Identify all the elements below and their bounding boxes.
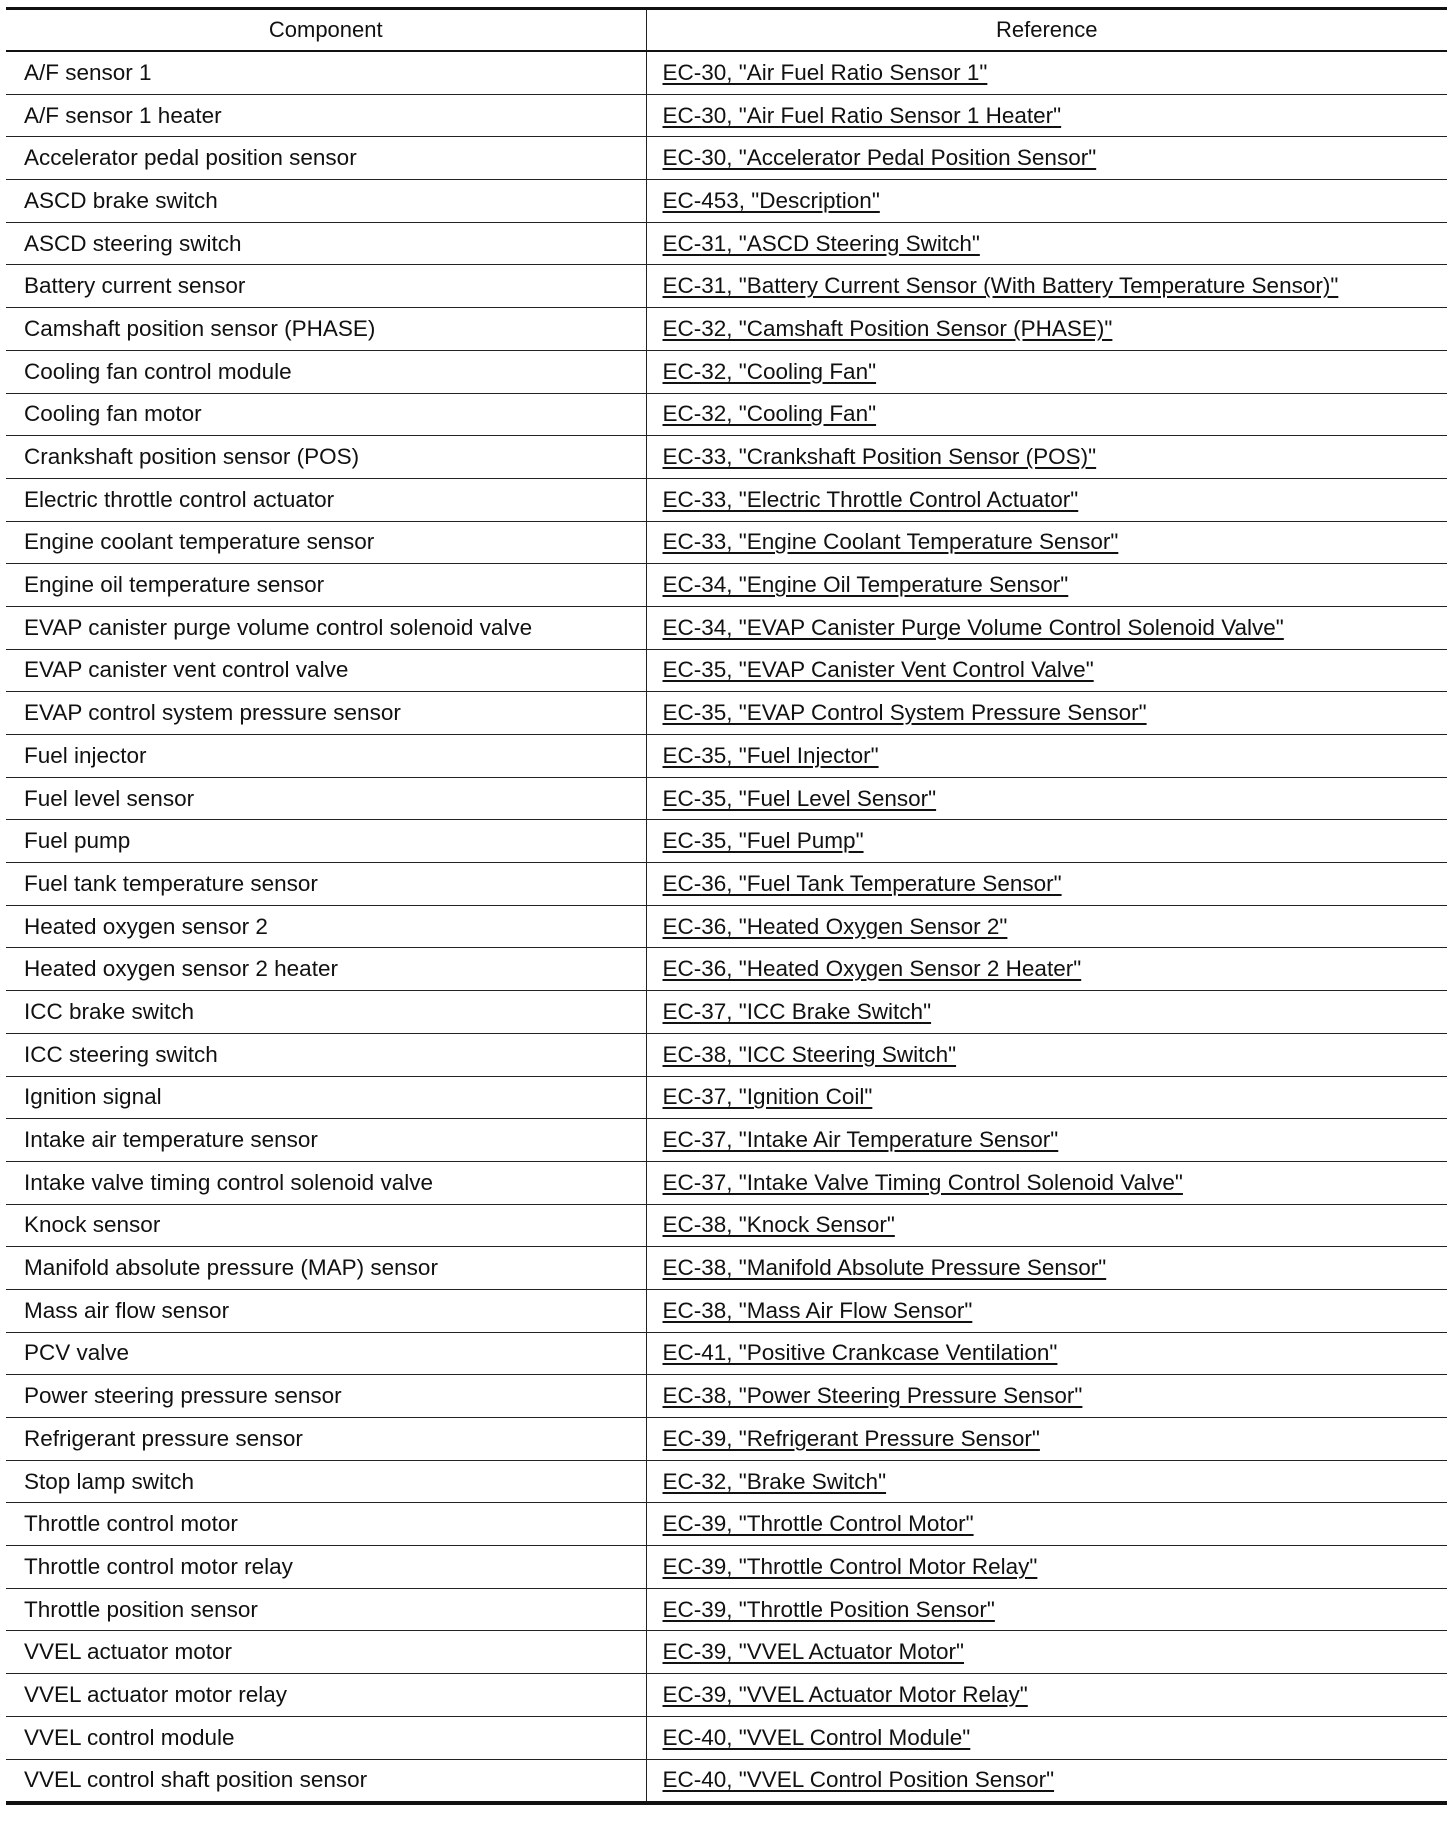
component-cell: Power steering pressure sensor [6,1375,646,1418]
reference-link[interactable]: EC-33, "Crankshaft Position Sensor (POS)" [662,444,1097,470]
reference-link[interactable]: EC-35, "EVAP Control System Pressure Sensor" [662,700,1147,726]
reference-link[interactable]: EC-31, "Battery Current Sensor (With Battery Temperature Sensor)" [662,273,1339,299]
reference-link[interactable]: EC-30, "Accelerator Pedal Position Sensor" [662,145,1097,171]
reference-link[interactable]: EC-31, "ASCD Steering Switch" [662,230,980,256]
reference-cell [646,94,1447,137]
table-row [6,393,1447,436]
reference-cell [646,863,1447,906]
reference-link[interactable]: EC-39, "VVEL Actuator Motor" [662,1639,965,1665]
table-row [6,1503,1447,1546]
reference-cell [646,1332,1447,1375]
reference-cell [646,991,1447,1034]
component-cell: VVEL control module [6,1716,646,1759]
component-cell: Throttle control motor relay [6,1546,646,1589]
reference-cell [646,1247,1447,1290]
table-row [6,1375,1447,1418]
reference-cell [646,1460,1447,1503]
reference-link[interactable]: EC-38, "Manifold Absolute Pressure Sensor" [662,1255,1107,1281]
table-row [6,1588,1447,1631]
component-cell: Heated oxygen sensor 2 [6,905,646,948]
table-row [6,1289,1447,1332]
reference-cell [646,1033,1447,1076]
table-row [6,1631,1447,1674]
column-header-reference: Reference [646,9,1447,52]
reference-cell [646,521,1447,564]
component-cell: Throttle control motor [6,1503,646,1546]
table-row [6,606,1447,649]
reference-link[interactable]: EC-36, "Heated Oxygen Sensor 2 Heater" [662,956,1082,982]
component-cell: Fuel injector [6,735,646,778]
table-row [6,1119,1447,1162]
table-header-row [6,9,1447,52]
table-row [6,1161,1447,1204]
table-row [6,777,1447,820]
reference-link[interactable]: EC-32, "Cooling Fan" [662,401,877,427]
reference-link[interactable]: EC-35, "Fuel Injector" [662,742,879,768]
table-body [6,51,1447,1803]
reference-cell [646,606,1447,649]
reference-link[interactable]: EC-453, "Description" [662,187,880,213]
reference-cell [646,1759,1447,1803]
reference-link[interactable]: EC-37, "Ignition Coil" [662,1084,873,1110]
reference-link[interactable]: EC-38, "Knock Sensor" [662,1212,895,1238]
reference-cell [646,1076,1447,1119]
component-cell: VVEL control shaft position sensor [6,1759,646,1803]
component-cell: Engine coolant temperature sensor [6,521,646,564]
component-cell: Fuel pump [6,820,646,863]
table-row [6,1674,1447,1717]
component-cell: Crankshaft position sensor (POS) [6,436,646,479]
reference-cell [646,735,1447,778]
reference-cell [646,265,1447,308]
reference-link[interactable]: EC-38, "Power Steering Pressure Sensor" [662,1383,1083,1409]
reference-cell [646,308,1447,351]
table-row [6,564,1447,607]
component-cell: Intake valve timing control solenoid valve [6,1161,646,1204]
reference-link[interactable]: EC-37, "Intake Valve Timing Control Solenoid Valve" [662,1169,1183,1195]
table-row [6,1076,1447,1119]
reference-cell [646,1204,1447,1247]
reference-cell [646,1631,1447,1674]
reference-cell [646,564,1447,607]
component-cell: ICC brake switch [6,991,646,1034]
table-row [6,1759,1447,1803]
table-row [6,478,1447,521]
table-row [6,1716,1447,1759]
table-row [6,1460,1447,1503]
reference-cell [646,1716,1447,1759]
table-row [6,1204,1447,1247]
reference-cell [646,137,1447,180]
reference-cell [646,180,1447,223]
reference-link[interactable]: EC-40, "VVEL Control Module" [662,1724,971,1750]
component-cell: Refrigerant pressure sensor [6,1418,646,1461]
table-row [6,1033,1447,1076]
table-row [6,521,1447,564]
table-row [6,1332,1447,1375]
component-cell: VVEL actuator motor relay [6,1674,646,1717]
reference-link[interactable]: EC-39, "Throttle Position Sensor" [662,1596,995,1622]
reference-cell [646,478,1447,521]
reference-link[interactable]: EC-32, "Camshaft Position Sensor (PHASE)" [662,315,1113,341]
reference-cell [646,649,1447,692]
reference-link[interactable]: EC-30, "Air Fuel Ratio Sensor 1" [662,59,988,85]
component-cell: ASCD steering switch [6,222,646,265]
table-row [6,308,1447,351]
reference-link[interactable]: EC-38, "Mass Air Flow Sensor" [662,1297,973,1323]
reference-link[interactable]: EC-37, "Intake Air Temperature Sensor" [662,1127,1059,1153]
component-cell: Knock sensor [6,1204,646,1247]
table-row [6,1418,1447,1461]
component-cell: Engine oil temperature sensor [6,564,646,607]
component-cell: Accelerator pedal position sensor [6,137,646,180]
component-cell: EVAP canister vent control valve [6,649,646,692]
component-cell: Cooling fan motor [6,393,646,436]
reference-link[interactable]: EC-36, "Fuel Tank Temperature Sensor" [662,870,1062,896]
reference-cell [646,1161,1447,1204]
reference-cell [646,905,1447,948]
reference-link[interactable]: EC-35, "Fuel Pump" [662,828,864,854]
reference-link[interactable]: EC-39, "Throttle Control Motor Relay" [662,1553,1038,1579]
component-cell: EVAP canister purge volume control solenoid valve [6,606,646,649]
table-row [6,94,1447,137]
reference-link[interactable]: EC-39, "VVEL Actuator Motor Relay" [662,1681,1028,1707]
component-cell: Electric throttle control actuator [6,478,646,521]
component-cell: A/F sensor 1 heater [6,94,646,137]
reference-cell [646,51,1447,94]
component-cell: Fuel tank temperature sensor [6,863,646,906]
table-row [6,180,1447,223]
table-row [6,948,1447,991]
reference-link[interactable]: EC-39, "Throttle Control Motor" [662,1511,974,1537]
component-cell: Battery current sensor [6,265,646,308]
table-row [6,863,1447,906]
component-cell: Ignition signal [6,1076,646,1119]
table-row [6,137,1447,180]
reference-link[interactable]: EC-34, "Engine Oil Temperature Sensor" [662,572,1069,598]
reference-link[interactable]: EC-35, "Fuel Level Sensor" [662,785,937,811]
table-row [6,649,1447,692]
column-header-component: Component [6,9,646,52]
table-row [6,820,1447,863]
reference-link[interactable]: EC-34, "EVAP Canister Purge Volume Control Solenoid Valve" [662,614,1284,640]
reference-cell [646,393,1447,436]
reference-cell [646,222,1447,265]
reference-cell [646,1418,1447,1461]
reference-link[interactable]: EC-33, "Engine Coolant Temperature Sensor" [662,529,1119,555]
component-cell: A/F sensor 1 [6,51,646,94]
reference-cell [646,1119,1447,1162]
table-row [6,51,1447,94]
table-row [6,735,1447,778]
component-cell: Camshaft position sensor (PHASE) [6,308,646,351]
reference-cell [646,777,1447,820]
component-cell: Cooling fan control module [6,350,646,393]
component-cell: ASCD brake switch [6,180,646,223]
table-row [6,436,1447,479]
reference-cell [646,1546,1447,1589]
reference-cell [646,350,1447,393]
reference-cell [646,820,1447,863]
table-row [6,350,1447,393]
reference-cell [646,1375,1447,1418]
component-cell: VVEL actuator motor [6,1631,646,1674]
component-cell: EVAP control system pressure sensor [6,692,646,735]
reference-link[interactable]: EC-35, "EVAP Canister Vent Control Valve" [662,657,1094,683]
reference-cell [646,436,1447,479]
reference-cell [646,948,1447,991]
table-row [6,222,1447,265]
reference-cell [646,1503,1447,1546]
reference-cell [646,1674,1447,1717]
component-cell: Stop lamp switch [6,1460,646,1503]
reference-cell [646,1588,1447,1631]
component-cell: PCV valve [6,1332,646,1375]
component-cell: Manifold absolute pressure (MAP) sensor [6,1247,646,1290]
reference-cell [646,1289,1447,1332]
reference-link[interactable]: EC-38, "ICC Steering Switch" [662,1041,957,1067]
table-row [6,991,1447,1034]
reference-link[interactable]: EC-32, "Cooling Fan" [662,358,877,384]
table-row [6,692,1447,735]
component-cell: Throttle position sensor [6,1588,646,1631]
table-row [6,905,1447,948]
reference-link[interactable]: EC-41, "Positive Crankcase Ventilation" [662,1340,1058,1366]
reference-link[interactable]: EC-33, "Electric Throttle Control Actuator" [662,486,1079,512]
reference-link[interactable]: EC-40, "VVEL Control Position Sensor" [662,1767,1055,1793]
table-row [6,1546,1447,1589]
table-row [6,265,1447,308]
component-cell: Fuel level sensor [6,777,646,820]
reference-cell [646,692,1447,735]
reference-link[interactable]: EC-37, "ICC Brake Switch" [662,998,932,1024]
component-cell: ICC steering switch [6,1033,646,1076]
component-cell: Mass air flow sensor [6,1289,646,1332]
reference-link[interactable]: EC-36, "Heated Oxygen Sensor 2" [662,913,1008,939]
reference-link[interactable]: EC-30, "Air Fuel Ratio Sensor 1 Heater" [662,102,1062,128]
reference-link[interactable]: EC-32, "Brake Switch" [662,1468,887,1494]
component-cell: Heated oxygen sensor 2 heater [6,948,646,991]
table-row [6,1247,1447,1290]
reference-link[interactable]: EC-39, "Refrigerant Pressure Sensor" [662,1425,1040,1451]
component-cell: Intake air temperature sensor [6,1119,646,1162]
component-reference-table [6,7,1447,1805]
